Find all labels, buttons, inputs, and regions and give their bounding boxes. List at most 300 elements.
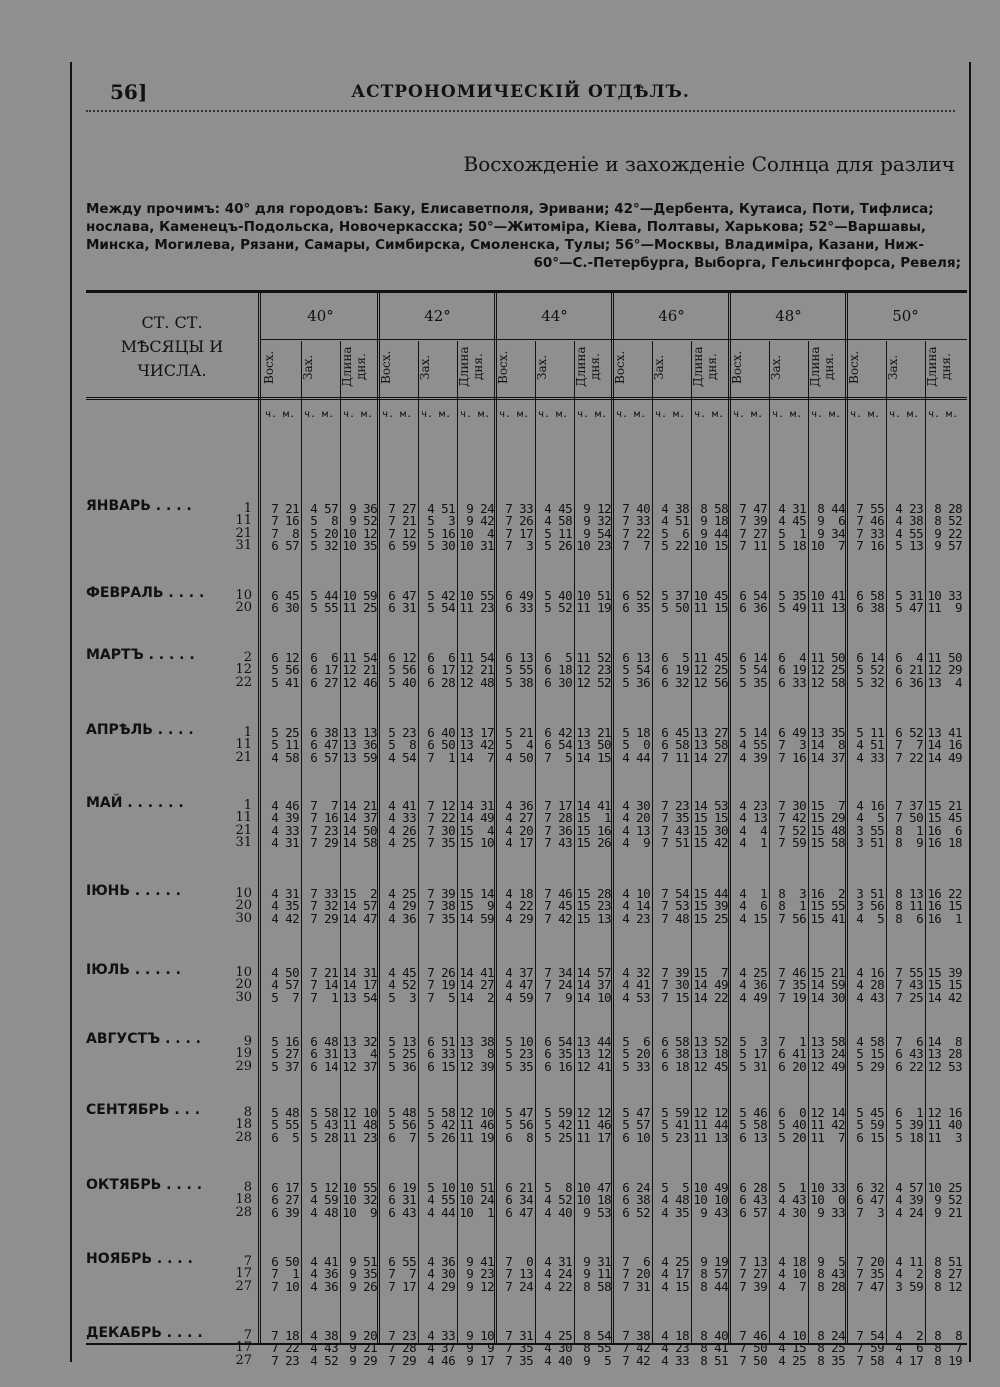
table-cell: 6 58 <box>661 1034 689 1049</box>
table-cell: 15 15 <box>693 810 728 826</box>
table-cell: 6 57 <box>271 538 299 554</box>
month-label: АПРѢЛЬ . . . . <box>86 722 194 738</box>
latitude-label-0: 40° <box>307 307 334 325</box>
table-cell: 7 35 <box>856 1266 884 1282</box>
table-cell: 5 7 <box>271 989 299 1005</box>
table-cell: 5 42 <box>427 588 455 603</box>
table-cell: 5 18 <box>778 538 806 554</box>
table-cell: 7 21 <box>271 501 299 516</box>
table-cell: 7 10 <box>271 1278 299 1294</box>
table-cell: 6 18 <box>544 662 572 678</box>
table-cell: 5 3 <box>427 513 455 529</box>
table-cell: 4 17 <box>505 835 533 851</box>
table-cell: 7 34 <box>544 965 572 980</box>
table-cell: 5 20 <box>622 1046 650 1062</box>
table-cell: 4 41 <box>388 798 416 813</box>
table-cell: 7 12 <box>427 798 455 813</box>
month-label: АВГУСТЪ . . . . <box>86 1031 201 1047</box>
latitude-label-5: 50° <box>892 307 919 325</box>
table-cell: 4 39 <box>895 1192 923 1208</box>
table-cell: 5 16 <box>271 1034 299 1049</box>
table-cell: 8 51 <box>934 1254 962 1269</box>
table-cell: 5 59 <box>856 1117 884 1133</box>
table-cell: 7 1 <box>271 1266 299 1282</box>
table-cell: 15 30 <box>693 822 728 838</box>
table-cell: 4 16 <box>856 965 884 980</box>
table-cell: 4 10 <box>778 1328 806 1343</box>
table-cell: 13 8 <box>459 1046 494 1062</box>
table-cell: 4 22 <box>544 1278 572 1294</box>
table-cell: 6 54 <box>544 737 572 753</box>
subheader-0: Восх. <box>496 350 510 384</box>
table-cell: 4 54 <box>388 749 416 765</box>
table-cell: 7 40 <box>622 501 650 516</box>
table-cell: 4 55 <box>895 525 923 541</box>
day-number: 18 <box>235 1192 252 1208</box>
table-cell: 15 4 <box>459 822 494 838</box>
table-cell: 4 33 <box>271 822 299 838</box>
table-cell: 11 23 <box>342 1129 377 1145</box>
intro-line: Между прочимъ: 40° для городовъ: Баку, Елисаветполя, Эривани; 42°—Дербента, Кутаиса, Поти, Тифлиса; <box>86 201 934 217</box>
table-cell: 12 49 <box>810 1058 845 1074</box>
left-header-line: МѢСЯЦЫ И <box>120 337 224 356</box>
table-cell: 11 46 <box>576 1117 611 1133</box>
table-cell: 5 12 <box>310 1180 338 1195</box>
table-cell: 4 31 <box>271 886 299 901</box>
table-cell: 4 27 <box>505 810 533 826</box>
table-cell: 15 10 <box>459 835 494 851</box>
table-cell: 7 21 <box>310 965 338 980</box>
table-cell: 9 53 <box>583 1204 611 1220</box>
table-cell: 14 7 <box>459 749 494 765</box>
day-number: 1 <box>243 725 252 740</box>
table-cell: 4 45 <box>388 965 416 980</box>
table-cell: 7 11 <box>739 538 767 554</box>
table-cell: 7 7 <box>388 1266 416 1282</box>
table-cell: 7 38 <box>622 1328 650 1343</box>
subheader-1: Зах. <box>301 354 315 380</box>
table-cell: 6 57 <box>310 749 338 765</box>
table-cell: 5 27 <box>271 1046 299 1062</box>
table-cell: 5 18 <box>622 725 650 740</box>
table-cell: 8 24 <box>817 1328 845 1343</box>
table-cell: 5 23 <box>388 725 416 740</box>
table-cell: 5 59 <box>544 1105 572 1120</box>
table-cell: 5 58 <box>310 1105 338 1120</box>
table-cell: 7 9 <box>544 989 572 1005</box>
table-cell: 4 15 <box>739 910 767 926</box>
subheader-1: Зах. <box>652 354 666 380</box>
table-cell: 4 50 <box>271 965 299 980</box>
table-cell: 10 31 <box>459 538 494 554</box>
table-cell: 9 20 <box>349 1328 377 1343</box>
table-cell: 5 5 <box>661 1180 689 1195</box>
table-cell: 14 10 <box>576 989 611 1005</box>
table-cell: 15 1 <box>576 810 611 826</box>
table-cell: 5 3 <box>739 1034 767 1049</box>
table-cell: 7 28 <box>388 1340 416 1356</box>
table-cell: 5 31 <box>739 1058 767 1074</box>
table-cell: 16 2 <box>810 886 845 901</box>
table-cell: 4 17 <box>895 1352 923 1368</box>
table-cell: 4 25 <box>739 965 767 980</box>
latitude-label-1: 42° <box>424 307 451 325</box>
table-cell: 4 30 <box>427 1266 455 1282</box>
table-cell: 6 43 <box>388 1204 416 1220</box>
table-cell: 6 38 <box>856 600 884 616</box>
table-cell: 15 13 <box>576 910 611 926</box>
table-cell: 11 52 <box>576 650 611 665</box>
table-cell: 13 44 <box>576 1034 611 1049</box>
table-cell: 7 31 <box>622 1278 650 1294</box>
table-cell: 5 1 <box>778 525 806 541</box>
subheader-0: Восх. <box>262 350 276 384</box>
table-cell: 15 41 <box>810 910 845 926</box>
table-cell: 5 4 <box>505 737 533 753</box>
table-cell: 4 20 <box>505 822 533 838</box>
table-cell: 4 18 <box>505 886 533 901</box>
table-cell: 7 22 <box>622 525 650 541</box>
table-cell: 12 56 <box>693 674 728 690</box>
unit-label: ч. м. <box>382 409 413 420</box>
table-cell: 6 20 <box>778 1058 806 1074</box>
month-label: МАЙ . . . . . . <box>86 795 184 811</box>
table-cell: 6 47 <box>310 737 338 753</box>
table-cell: 15 26 <box>576 835 611 851</box>
table-cell: 10 15 <box>693 538 728 554</box>
table-cell: 9 26 <box>349 1278 377 1294</box>
table-cell: 5 41 <box>661 1117 689 1133</box>
table-cell: 6 45 <box>661 725 689 740</box>
table-cell: 4 58 <box>856 1034 884 1049</box>
table-cell: 6 38 <box>310 725 338 740</box>
table-cell: 15 48 <box>810 822 845 838</box>
day-number: 8 <box>243 1105 252 1120</box>
table-cell: 11 19 <box>576 600 611 616</box>
latitude-label-3: 46° <box>658 307 685 325</box>
table-cell: 14 37 <box>810 749 845 765</box>
table-cell: 7 35 <box>427 910 455 926</box>
table-cell: 5 26 <box>427 1129 455 1145</box>
table-cell: 4 31 <box>271 835 299 851</box>
table-cell: 4 51 <box>856 737 884 753</box>
table-cell: 10 41 <box>810 588 845 603</box>
table-cell: 6 5 <box>544 650 572 665</box>
table-cell: 4 57 <box>271 977 299 993</box>
unit-label: ч. м. <box>499 409 530 420</box>
table-cell: 6 42 <box>544 725 572 740</box>
table-cell: 7 39 <box>427 886 455 901</box>
table-cell: 7 42 <box>778 810 806 826</box>
table-cell: 7 53 <box>661 898 689 914</box>
unit-label: ч. м. <box>733 409 764 420</box>
table-cell: 7 46 <box>778 965 806 980</box>
table-cell: 4 9 <box>622 835 650 851</box>
table-cell: 7 56 <box>778 910 806 926</box>
table-cell: 4 48 <box>310 1204 338 1220</box>
table-cell: 5 30 <box>427 538 455 554</box>
day-number: 11 <box>235 513 252 529</box>
table-cell: 4 40 <box>544 1204 572 1220</box>
table-cell: 14 8 <box>927 1034 962 1049</box>
table-cell: 5 10 <box>505 1034 533 1049</box>
table-cell: 6 19 <box>388 1180 416 1195</box>
day-number: 30 <box>235 989 252 1005</box>
table-cell: 7 19 <box>427 977 455 993</box>
intro-line: нослава, Каменецъ-Подольска, Новочеркасска; 50°—Житоміра, Кіева, Полтавы, Харькова; 52°—Варшавы, <box>86 219 927 235</box>
table-cell: 14 41 <box>576 798 611 813</box>
table-cell: 7 11 <box>661 749 689 765</box>
intro-line: Минска, Могилева, Рязани, Самары, Симбирска, Смоленска, Тулы; 56°—Москвы, Владиміра, Казани, Ниж- <box>86 237 924 253</box>
table-cell: 9 5 <box>583 1352 611 1368</box>
table-cell: 6 54 <box>544 1034 572 1049</box>
table-cell: 12 58 <box>810 674 845 690</box>
unit-label: ч. м. <box>265 409 296 420</box>
table-cell: 6 7 <box>388 1129 416 1145</box>
table-cell: 5 40 <box>544 588 572 603</box>
table-cell: 7 0 <box>505 1254 533 1269</box>
table-cell: 10 32 <box>342 1192 377 1208</box>
subheader-1: Зах. <box>418 354 432 380</box>
table-cell: 4 30 <box>622 798 650 813</box>
table-cell: 13 58 <box>693 737 728 753</box>
table-cell: 5 52 <box>856 662 884 678</box>
table-cell: 6 19 <box>778 662 806 678</box>
table-cell: 10 33 <box>927 588 962 603</box>
day-number: 17 <box>235 1340 252 1356</box>
table-cell: 9 31 <box>583 1254 611 1269</box>
table-cell: 6 21 <box>505 1180 533 1195</box>
table-cell: 6 14 <box>310 1058 338 1074</box>
table-cell: 12 21 <box>342 662 377 678</box>
subheader-2: Длина дня. <box>457 346 485 388</box>
table-cell: 4 32 <box>622 965 650 980</box>
table-cell: 4 55 <box>427 1192 455 1208</box>
table-cell: 6 59 <box>388 538 416 554</box>
table-cell: 7 46 <box>544 886 572 901</box>
table-cell: 4 36 <box>505 798 533 813</box>
table-cell: 7 35 <box>505 1340 533 1356</box>
table-cell: 7 37 <box>895 798 923 813</box>
table-cell: 8 27 <box>934 1266 962 1282</box>
day-number: 12 <box>235 662 252 678</box>
table-cell: 6 55 <box>388 1254 416 1269</box>
table-cell: 6 0 <box>778 1105 806 1120</box>
section-title: АСТРОНОМИЧЕСКІЙ ОТДѢЛЪ. <box>351 82 690 102</box>
table-cell: 7 58 <box>856 1352 884 1368</box>
table-cell: 7 18 <box>271 1328 299 1343</box>
table-cell: 4 7 <box>778 1278 806 1294</box>
table-cell: 4 23 <box>895 501 923 516</box>
table-cell: 6 51 <box>427 1034 455 1049</box>
table-cell: 14 47 <box>342 910 377 926</box>
table-cell: 8 54 <box>583 1328 611 1343</box>
table-cell: 14 22 <box>693 989 728 1005</box>
table-cell: 15 21 <box>810 965 845 980</box>
table-cell: 7 39 <box>661 965 689 980</box>
table-cell: 6 12 <box>388 650 416 665</box>
table-cell: 13 50 <box>576 737 611 753</box>
table-cell: 15 21 <box>927 798 962 813</box>
table-cell: 7 16 <box>271 513 299 529</box>
day-number: 11 <box>235 737 252 753</box>
table-cell: 11 23 <box>459 600 494 616</box>
table-cell: 9 42 <box>466 513 494 529</box>
table-cell: 8 58 <box>583 1278 611 1294</box>
table-cell: 5 22 <box>661 538 689 554</box>
table-cell: 8 11 <box>895 898 923 914</box>
table-cell: 7 1 <box>778 1034 806 1049</box>
table-cell: 15 42 <box>693 835 728 851</box>
table-cell: 13 13 <box>342 725 377 740</box>
table-cell: 5 18 <box>895 1129 923 1145</box>
table-cell: 5 23 <box>505 1046 533 1062</box>
table-cell: 11 25 <box>342 600 377 616</box>
table-cell: 4 16 <box>856 798 884 813</box>
table-cell: 5 3 <box>388 989 416 1005</box>
subheader-2: Длина дня. <box>574 346 602 388</box>
table-cell: 4 41 <box>622 977 650 993</box>
page <box>70 62 971 1368</box>
table-cell: 5 31 <box>895 588 923 603</box>
table-cell: 15 9 <box>459 898 494 914</box>
table-cell: 4 45 <box>778 513 806 529</box>
table-cell: 10 23 <box>576 538 611 554</box>
table-cell: 11 13 <box>693 1129 728 1145</box>
table-cell: 4 58 <box>271 749 299 765</box>
table-cell: 8 12 <box>934 1278 962 1294</box>
unit-label: ч. м. <box>850 409 881 420</box>
table-cell: 5 8 <box>544 1180 572 1195</box>
table-cell: 15 25 <box>693 910 728 926</box>
table-cell: 11 50 <box>927 650 962 665</box>
table-cell: 4 53 <box>622 989 650 1005</box>
table-cell: 6 58 <box>661 737 689 753</box>
table-cell: 5 36 <box>622 674 650 690</box>
table-cell: 5 42 <box>427 1117 455 1133</box>
table-cell: 4 58 <box>544 513 572 529</box>
table-cell: 9 19 <box>700 1254 728 1269</box>
table-cell: 4 25 <box>388 835 416 851</box>
table-cell: 7 51 <box>661 835 689 851</box>
day-number: 9 <box>243 1034 252 1049</box>
table-cell: 6 6 <box>310 650 338 665</box>
table-cell: 5 13 <box>895 538 923 554</box>
table-cell: 8 1 <box>895 822 923 838</box>
table-cell: 7 35 <box>427 835 455 851</box>
table-cell: 7 29 <box>310 835 338 851</box>
table-cell: 5 40 <box>388 674 416 690</box>
table-cell: 7 24 <box>505 1278 533 1294</box>
month-label: МАРТЪ . . . . . <box>86 647 195 663</box>
table-cell: 5 56 <box>388 1117 416 1133</box>
table-cell: 4 23 <box>661 1340 689 1356</box>
table-cell: 13 32 <box>342 1034 377 1049</box>
table-cell: 6 4 <box>895 650 923 665</box>
table-cell: 8 44 <box>700 1278 728 1294</box>
table-cell: 15 45 <box>927 810 962 826</box>
table-cell: 7 52 <box>778 822 806 838</box>
table-cell: 11 19 <box>459 1129 494 1145</box>
table-cell: 15 7 <box>693 965 728 980</box>
table-cell: 4 30 <box>778 1204 806 1220</box>
table-cell: 14 41 <box>459 965 494 980</box>
table-cell: 4 23 <box>739 798 767 813</box>
table-cell: 9 51 <box>349 1254 377 1269</box>
table-cell: 4 35 <box>271 898 299 914</box>
table-cell: 15 39 <box>693 898 728 914</box>
table-cell: 6 13 <box>505 650 533 665</box>
table-cell: 14 8 <box>810 737 845 753</box>
table-cell: 5 48 <box>271 1105 299 1120</box>
day-number: 19 <box>235 1046 252 1062</box>
table-cell: 7 3 <box>778 737 806 753</box>
table-cell: 9 32 <box>583 513 611 529</box>
table-cell: 14 27 <box>459 977 494 993</box>
table-cell: 5 25 <box>388 1046 416 1062</box>
table-cell: 7 16 <box>310 810 338 826</box>
table-cell: 4 36 <box>310 1266 338 1282</box>
table-cell: 4 5 <box>856 910 884 926</box>
table-cell: 5 11 <box>544 525 572 541</box>
table-cell: 13 28 <box>927 1046 962 1062</box>
table-cell: 4 1 <box>739 835 767 851</box>
table-cell: 7 46 <box>739 1328 767 1343</box>
table-cell: 7 33 <box>310 886 338 901</box>
intro-text <box>86 200 961 272</box>
table-cell: 12 12 <box>576 1105 611 1120</box>
table-cell: 7 17 <box>505 525 533 541</box>
table-cell: 4 33 <box>427 1328 455 1343</box>
table-cell: 8 8 <box>934 1328 962 1343</box>
table-cell: 11 40 <box>927 1117 962 1133</box>
day-number: 21 <box>235 822 252 838</box>
unit-label: ч. м. <box>538 409 569 420</box>
table-cell: 10 24 <box>459 1192 494 1208</box>
table-cell: 10 59 <box>342 588 377 603</box>
table-cell: 3 51 <box>856 835 884 851</box>
table-cell: 9 18 <box>700 513 728 529</box>
table-cell: 6 15 <box>427 1058 455 1074</box>
table-cell: 12 48 <box>459 674 494 690</box>
table-cell: 7 29 <box>310 910 338 926</box>
table-cell: 4 43 <box>778 1192 806 1208</box>
sunrise-sunset-table <box>86 290 967 1368</box>
table-cell: 16 18 <box>927 835 962 851</box>
table-cell: 6 35 <box>622 600 650 616</box>
table-cell: 6 30 <box>544 674 572 690</box>
table-cell: 6 16 <box>544 1058 572 1074</box>
table-cell: 4 28 <box>856 977 884 993</box>
table-cell: 7 29 <box>388 1352 416 1368</box>
table-cell: 7 42 <box>544 910 572 926</box>
subheader-1: Зах. <box>769 354 783 380</box>
table-cell: 5 0 <box>622 737 650 753</box>
table-cell: 6 47 <box>388 588 416 603</box>
table-cell: 6 15 <box>856 1129 884 1145</box>
table-cell: 7 59 <box>856 1340 884 1356</box>
table-cell: 9 12 <box>466 1278 494 1294</box>
table-cell: 5 58 <box>739 1117 767 1133</box>
table-cell: 5 17 <box>739 1046 767 1062</box>
table-cell: 6 14 <box>739 650 767 665</box>
latitude-label-4: 48° <box>775 307 802 325</box>
table-cell: 4 26 <box>388 822 416 838</box>
table-cell: 10 1 <box>459 1204 494 1220</box>
table-cell: 14 57 <box>576 965 611 980</box>
table-cell: 5 25 <box>544 1129 572 1145</box>
table-cell: 5 56 <box>271 662 299 678</box>
